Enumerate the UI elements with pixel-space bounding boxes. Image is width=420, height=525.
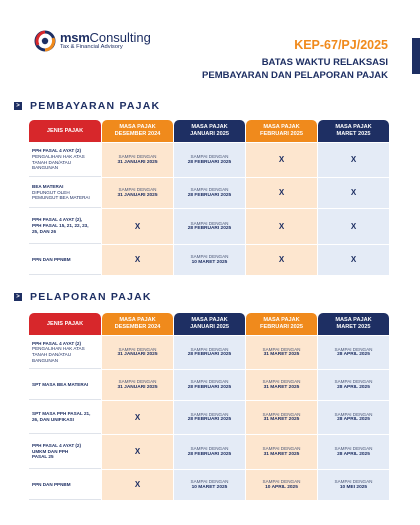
not-applicable-mark: X <box>318 245 389 275</box>
column-header-masa-3: MASA PAJAK FEBRUARI 2025 <box>246 120 317 142</box>
deadline-cell: SAMPAI DENGAN 31 JANUARI 2025 <box>102 336 173 369</box>
table-row <box>29 336 389 369</box>
column-header-jenis-pajak: JENIS PAJAK <box>29 313 101 335</box>
deadline-cell: SAMPAI DENGAN 31 MARET 2025 <box>246 401 317 434</box>
column-header-jenis-pajak: JENIS PAJAK <box>29 120 101 142</box>
deadline-cell: SAMPAI DENGAN 28 APRIL 2025 <box>318 370 389 400</box>
tax-type-label: PPH PASAL 4 AYAT (2) PENGALIHAN HAK ATAS TANAH DAN/ATAU BANGUNAN <box>29 336 101 369</box>
section-header-pembayaran <box>14 100 160 112</box>
table-row <box>29 370 389 400</box>
not-applicable-mark: X <box>102 209 173 244</box>
deadline-cell: SAMPAI DENGAN 28 APRIL 2025 <box>318 401 389 434</box>
table-row <box>29 435 389 469</box>
table-row <box>29 143 389 177</box>
deadline-cell: SAMPAI DENGAN 31 JANUARI 2025 <box>102 143 173 177</box>
deadline-cell: SAMPAI DENGAN 28 FEBRUARI 2025 <box>174 143 245 177</box>
document-header <box>202 38 388 83</box>
page-edge-accent <box>412 38 420 74</box>
deadline-cell: SAMPAI DENGAN 28 FEBRUARI 2025 <box>174 209 245 244</box>
deadline-cell: SAMPAI DENGAN 10 APRIL 2025 <box>246 470 317 500</box>
logo-tagline: Tax & Financial Advisory <box>60 44 123 51</box>
column-header-masa-3: MASA PAJAK FEBRUARI 2025 <box>246 313 317 335</box>
not-applicable-mark: X <box>318 143 389 177</box>
deadline-cell: SAMPAI DENGAN 28 FEBRUARI 2025 <box>174 435 245 469</box>
deadline-cell: SAMPAI DENGAN 28 FEBRUARI 2025 <box>174 370 245 400</box>
not-applicable-mark: X <box>102 245 173 275</box>
tax-type-label: PPN DAN PPNBM <box>29 245 101 275</box>
not-applicable-mark: X <box>102 470 173 500</box>
table-row <box>29 245 389 275</box>
tax-type-label: PPH PASAL 4 AYAT (2) PENGALIHAN HAK ATAS TANAH DAN/ATAU BANGUNAN <box>29 143 101 177</box>
deadline-cell: SAMPAI DENGAN 28 FEBRUARI 2025 <box>174 178 245 208</box>
deadline-cell: SAMPAI DENGAN 31 JANUARI 2025 <box>102 178 173 208</box>
not-applicable-mark: X <box>246 143 317 177</box>
not-applicable-mark: X <box>246 178 317 208</box>
tax-type-label: SPT MASA BEA MATERAI <box>29 370 101 400</box>
section-header-pelaporan <box>14 291 152 303</box>
tax-type-label: PPH PASAL 4 AYAT (2), PPH PASAL 15, 21, 22, 23, 25, DAN 26 <box>29 209 101 244</box>
column-header-masa-4: MASA PAJAK MARET 2025 <box>318 120 389 142</box>
table-row <box>29 470 389 500</box>
logo-brand: msmConsulting <box>60 30 151 46</box>
not-applicable-mark: X <box>246 245 317 275</box>
regulation-code: KEP-67/PJ/2025 <box>294 38 388 52</box>
section-title: PEMBAYARAN PAJAK <box>30 100 161 112</box>
deadline-cell: SAMPAI DENGAN 28 FEBRUARI 2025 <box>174 401 245 434</box>
column-header-masa-1: MASA PAJAK DESEMBER 2024 <box>102 120 173 142</box>
column-header-masa-4: MASA PAJAK MARET 2025 <box>318 313 389 335</box>
deadline-cell: SAMPAI DENGAN 31 MARET 2025 <box>246 435 317 469</box>
column-header-masa-1: MASA PAJAK DESEMBER 2024 <box>102 313 173 335</box>
deadline-cell: SAMPAI DENGAN 31 MARET 2025 <box>246 336 317 369</box>
chevron-right-icon: > <box>14 102 22 110</box>
section-title: PELAPORAN PAJAK <box>30 291 152 303</box>
deadline-cell: SAMPAI DENGAN 10 MEI 2025 <box>318 470 389 500</box>
deadline-cell: SAMPAI DENGAN 10 MARET 2025 <box>174 470 245 500</box>
deadline-cell: SAMPAI DENGAN 28 APRIL 2025 <box>318 435 389 469</box>
deadline-cell: SAMPAI DENGAN 28 FEBRUARI 2025 <box>174 336 245 369</box>
document-title: BATAS WAKTU RELAKSASI PEMBAYARAN DAN PELAPORAN PAJAK <box>202 57 388 81</box>
not-applicable-mark: X <box>318 209 389 244</box>
deadline-cell: SAMPAI DENGAN 31 MARET 2025 <box>246 370 317 400</box>
tax-type-label: PPH PASAL 4 AYAT (2) UMKM DAN PPH PASAL 25 <box>29 435 101 469</box>
table-pelaporan <box>28 312 390 501</box>
tax-type-label: BEA MATERAI DIPUNGUT OLEH PEMUNGUT BEA MATERAI <box>29 178 101 208</box>
table-header-row <box>29 120 389 142</box>
chevron-right-icon: > <box>14 293 22 301</box>
deadline-cell: SAMPAI DENGAN 31 JANUARI 2025 <box>102 370 173 400</box>
msm-logo-icon <box>34 30 56 52</box>
not-applicable-mark: X <box>102 435 173 469</box>
not-applicable-mark: X <box>318 178 389 208</box>
not-applicable-mark: X <box>102 401 173 434</box>
deadline-cell: SAMPAI DENGAN 28 APRIL 2025 <box>318 336 389 369</box>
deadline-cell: SAMPAI DENGAN 10 MARET 2025 <box>174 245 245 275</box>
table-row <box>29 401 389 434</box>
column-header-masa-2: MASA PAJAK JANUARI 2025 <box>174 313 245 335</box>
table-pembayaran <box>28 119 390 276</box>
table-header-row <box>29 313 389 335</box>
table-row <box>29 178 389 208</box>
company-logo <box>34 30 151 52</box>
not-applicable-mark: X <box>246 209 317 244</box>
tax-type-label: SPT MASA PPH PASAL 21, 26, DAN UNIFIKASI <box>29 401 101 434</box>
table-row <box>29 209 389 244</box>
tax-type-label: PPN DAN PPNBM <box>29 470 101 500</box>
column-header-masa-2: MASA PAJAK JANUARI 2025 <box>174 120 245 142</box>
